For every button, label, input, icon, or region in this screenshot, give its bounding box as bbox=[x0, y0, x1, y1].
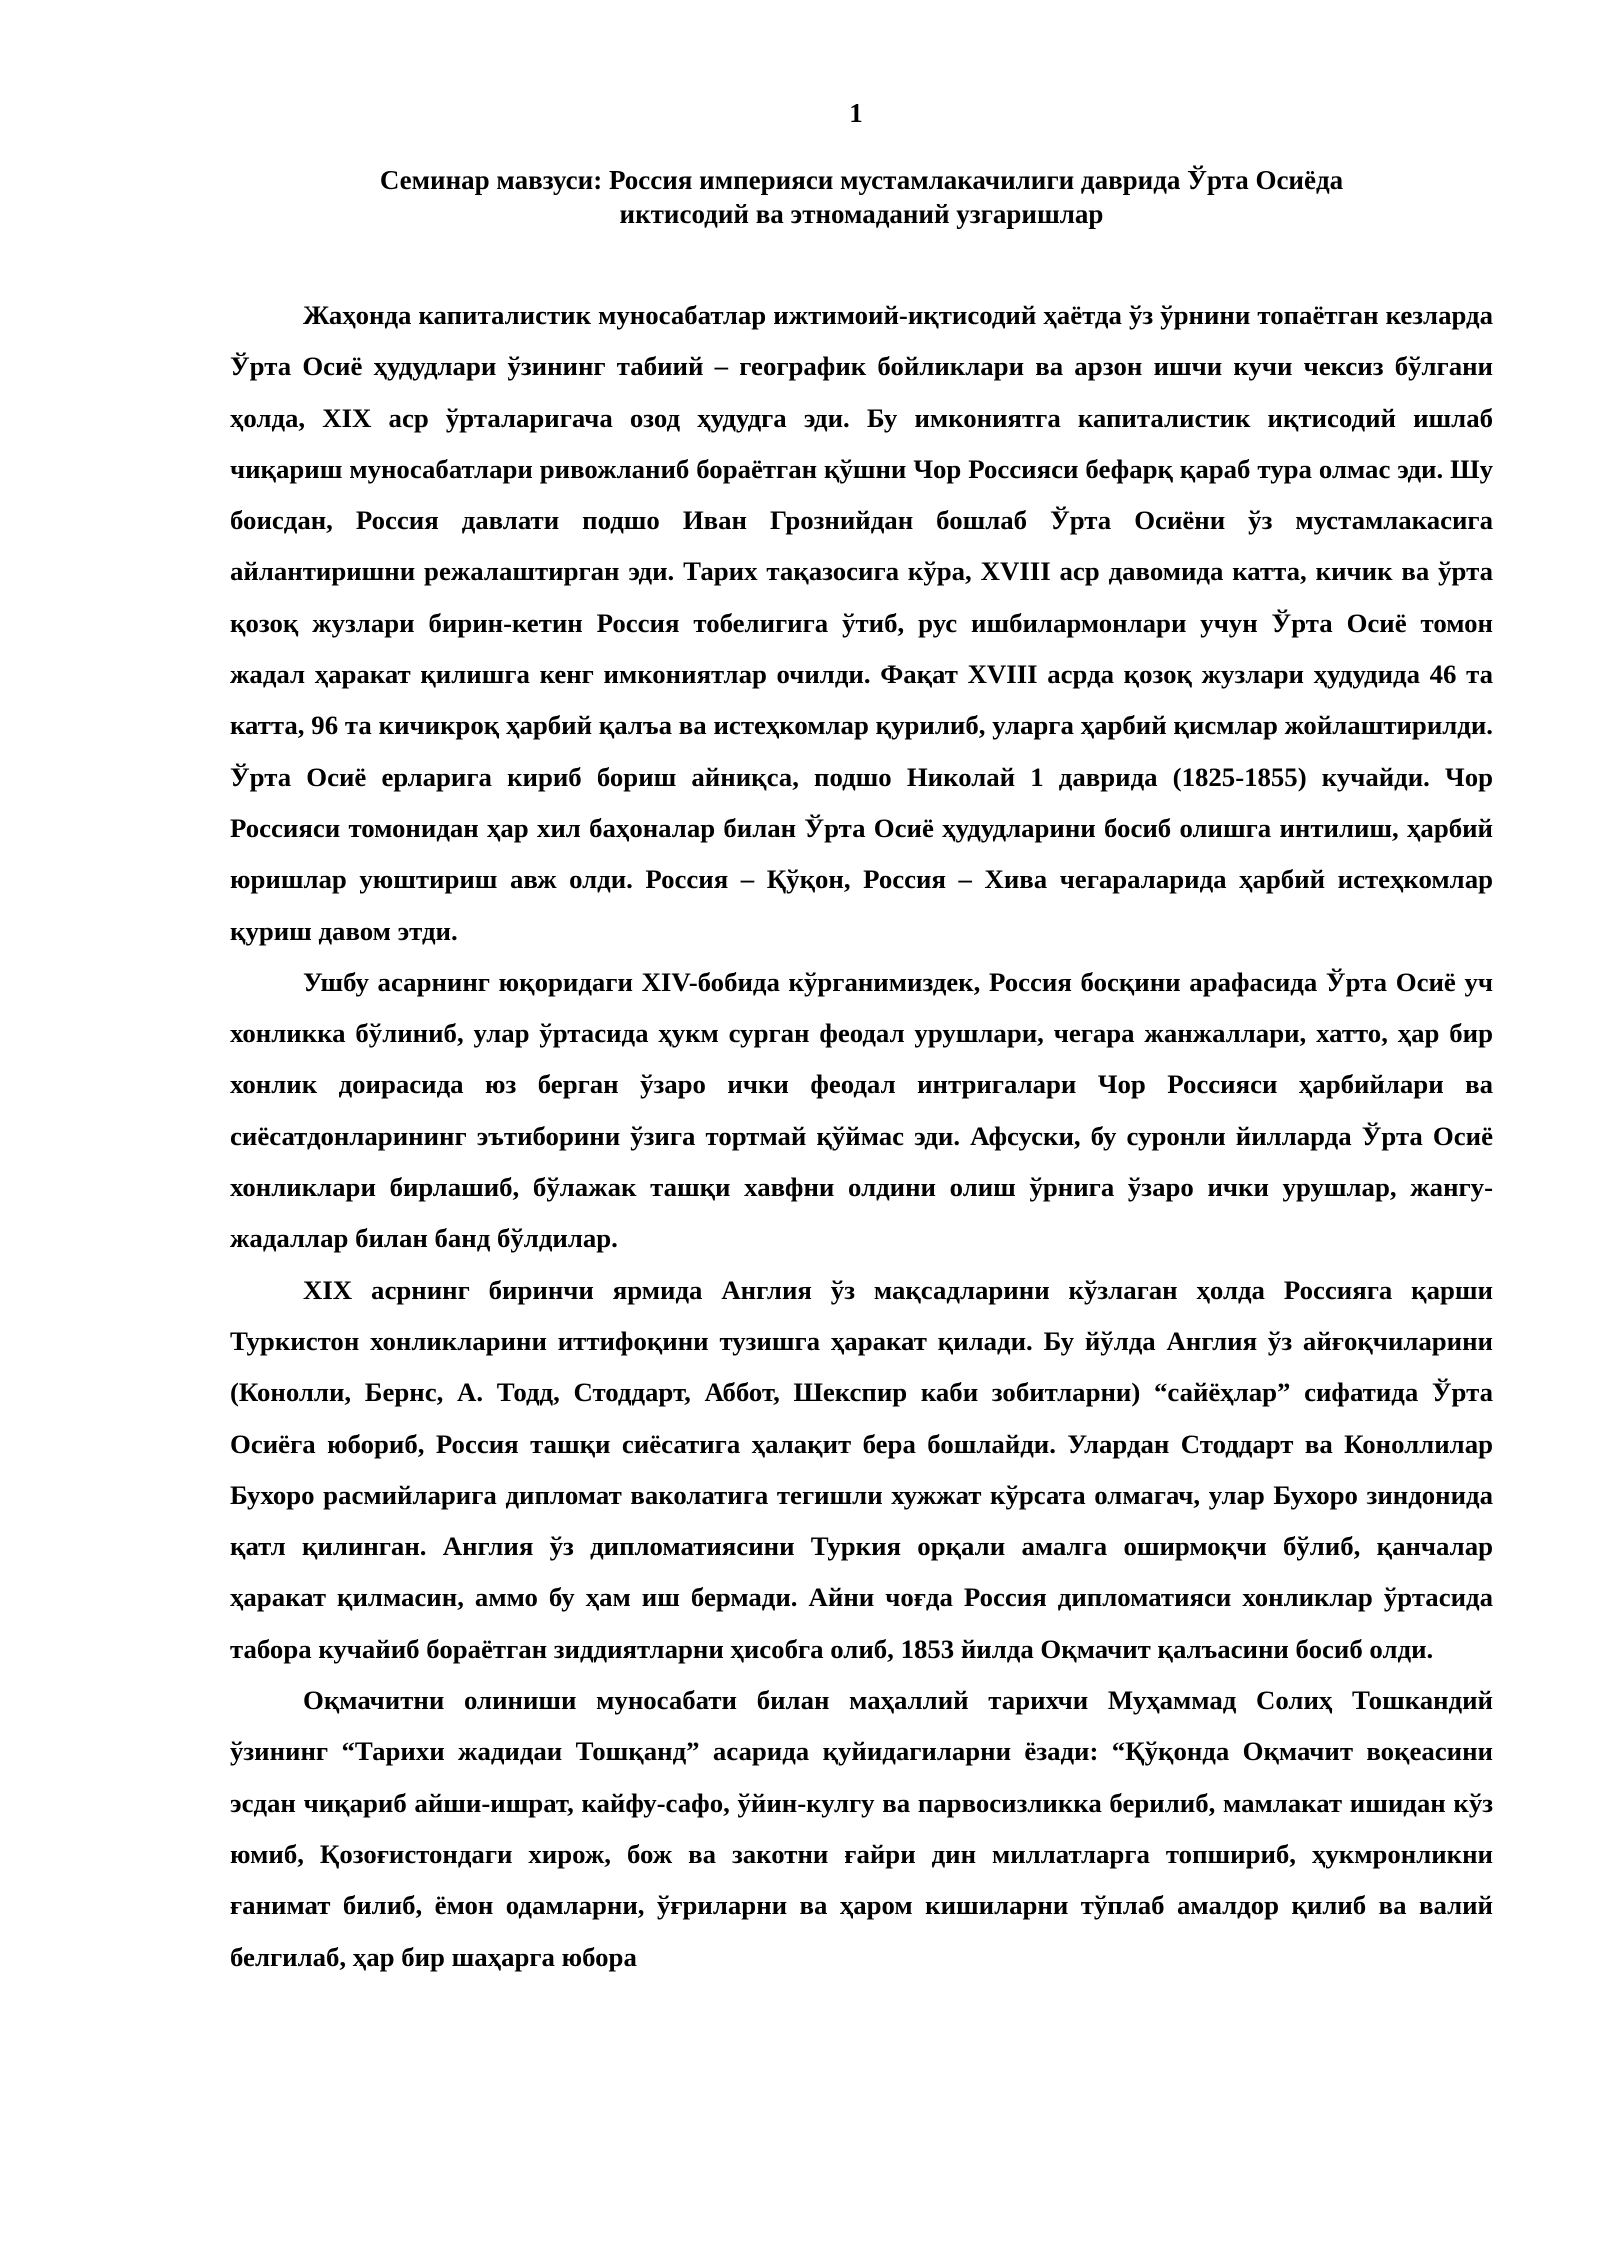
seminar-title-line-2: иктисодий ва этномаданий узгаришлар bbox=[619, 199, 1104, 229]
seminar-title bbox=[230, 163, 1493, 231]
seminar-title-line-1: Семинар мавзуси: Россия империяси мустамлакачилиги даврида Ўрта Осиёда bbox=[379, 165, 1344, 195]
paragraph-2: Ушбу асарнинг юқоридаги XIV-бобида кўрганимиздек, Россия босқини арафасида Ўрта Осиё уч хонликка бўлиниб, улар ўртасида ҳукм сурган феодал урушлари, чегара жанжаллари, хатто, ҳар бир хонлик доирасида юз берган ўзаро ички феодал интригалари Чор Россияси ҳарбийлари ва сиёсатдонларининг эътиборини ўзига тортмай қўймас эди. Афсуски, бу суронли йилларда Ўрта Осиё хонликлари бирлашиб, бўлажак ташқи хавфни олдини олиш ўрнига ўзаро ички урушлар, жангу-жадаллар билан банд бўлдилар. bbox=[230, 966, 1493, 1254]
paragraph-3: XIX асрнинг биринчи ярмида Англия ўз мақсадларини кўзлаган ҳолда Россияга қарши Туркистон хонликларини иттифоқини тузишга ҳаракат қилади. Бу йўлда Англия ўз айғоқчиларини (Конолли, Бернс, А. Тодд, Стоддарт, Аббот, Шекспир каби зобитларни) “сайёҳлар” сифатида Ўрта Осиёга юбориб, Россия ташқи сиёсатига ҳалақит бера бошлайди. Улардан Стоддарт ва Коноллилар Бухоро расмийларига дипломат ваколатига тегишли хужжат кўрсата олмагач, улар Бухоро зиндонида қатл қилинган. Англия ўз дипломатиясини Туркия орқали амалга оширмоқчи бўлиб, қанчалар ҳаракат қилмасин, аммо бу ҳам иш бермади. Айни чоғда Россия дипломатияси хонликлар ўртасида табора кучайиб бораётган зиддиятларни ҳисобга олиб, 1853 йилда Оқмачит қалъасини босиб олди. bbox=[230, 1274, 1493, 1664]
page-number: 1 bbox=[849, 98, 863, 128]
body-text bbox=[230, 290, 1493, 1983]
paragraph-1: Жаҳонда капиталистик муносабатлар ижтимоий-иқтисодий ҳаётда ўз ўрнини топаётган кезларда Ўрта Осиё ҳудудлари ўзининг табиий – географик бойликлари ва арзон ишчи кучи чексиз бўлгани ҳолда, XIX аср ўрталаригача озод ҳудудга эди. Бу имкониятга капиталистик иқтисодий ишлаб чиқариш муносабатлари ривожланиб бораётган қўшни Чор Россияси бефарқ қараб тура олмас эди. Шу боисдан, Россия давлати подшо Иван Грознийдан бошлаб Ўрта Осиёни ўз мустамлакасига айлантиришни режалаштирган эди. Тарих тақазосига кўра, XVIII аср давомида катта, кичик ва ўрта қозоқ жузлари бирин-кетин Россия тобелигига ўтиб, рус ишбилармонлари учун Ўрта Осиё томон жадал ҳаракат қилишга кенг имкониятлар очилди. Фақат XVIII асрда қозоқ жузлари ҳудудида 46 та катта, 96 та кичикроқ ҳарбий қалъа ва истеҳкомлар қурилиб, уларга ҳарбий қисмлар жойлаштирилди. Ўрта Осиё ерларига кириб бориш айниқса, подшо Николай 1 даврида (1825-1855) кучайди. Чор Россияси томонидан ҳар хил баҳоналар билан Ўрта Осиё ҳудудларини босиб олишга интилиш, ҳарбий юришлар уюштириш авж олди. Россия – Қўқон, Россия – Хива чегараларида ҳарбий истеҳкомлар қуриш давом этди. bbox=[230, 300, 1493, 946]
paragraph-4: Оқмачитни олиниши муносабати билан маҳаллий тарихчи Муҳаммад Солиҳ Тошкандий ўзининг “Тарихи жадидаи Тошқанд” асарида қуйидагиларни ёзади: “Қўқонда Оқмачит воқеасини эсдан чиқариб айши-ишрат, кайфу-сафо, ўйин-кулгу ва парвосизликка берилиб, мамлакат ишидан кўз юмиб, Қозоғистондаги хирож, бож ва закотни ғайри дин миллатларга топшириб, ҳукмронликни ғанимат билиб, ёмон одамларни, ўғриларни ва ҳаром кишиларни тўплаб амалдор қилиб ва валий белгилаб, ҳар бир шаҳарга юбора bbox=[230, 1685, 1493, 1972]
